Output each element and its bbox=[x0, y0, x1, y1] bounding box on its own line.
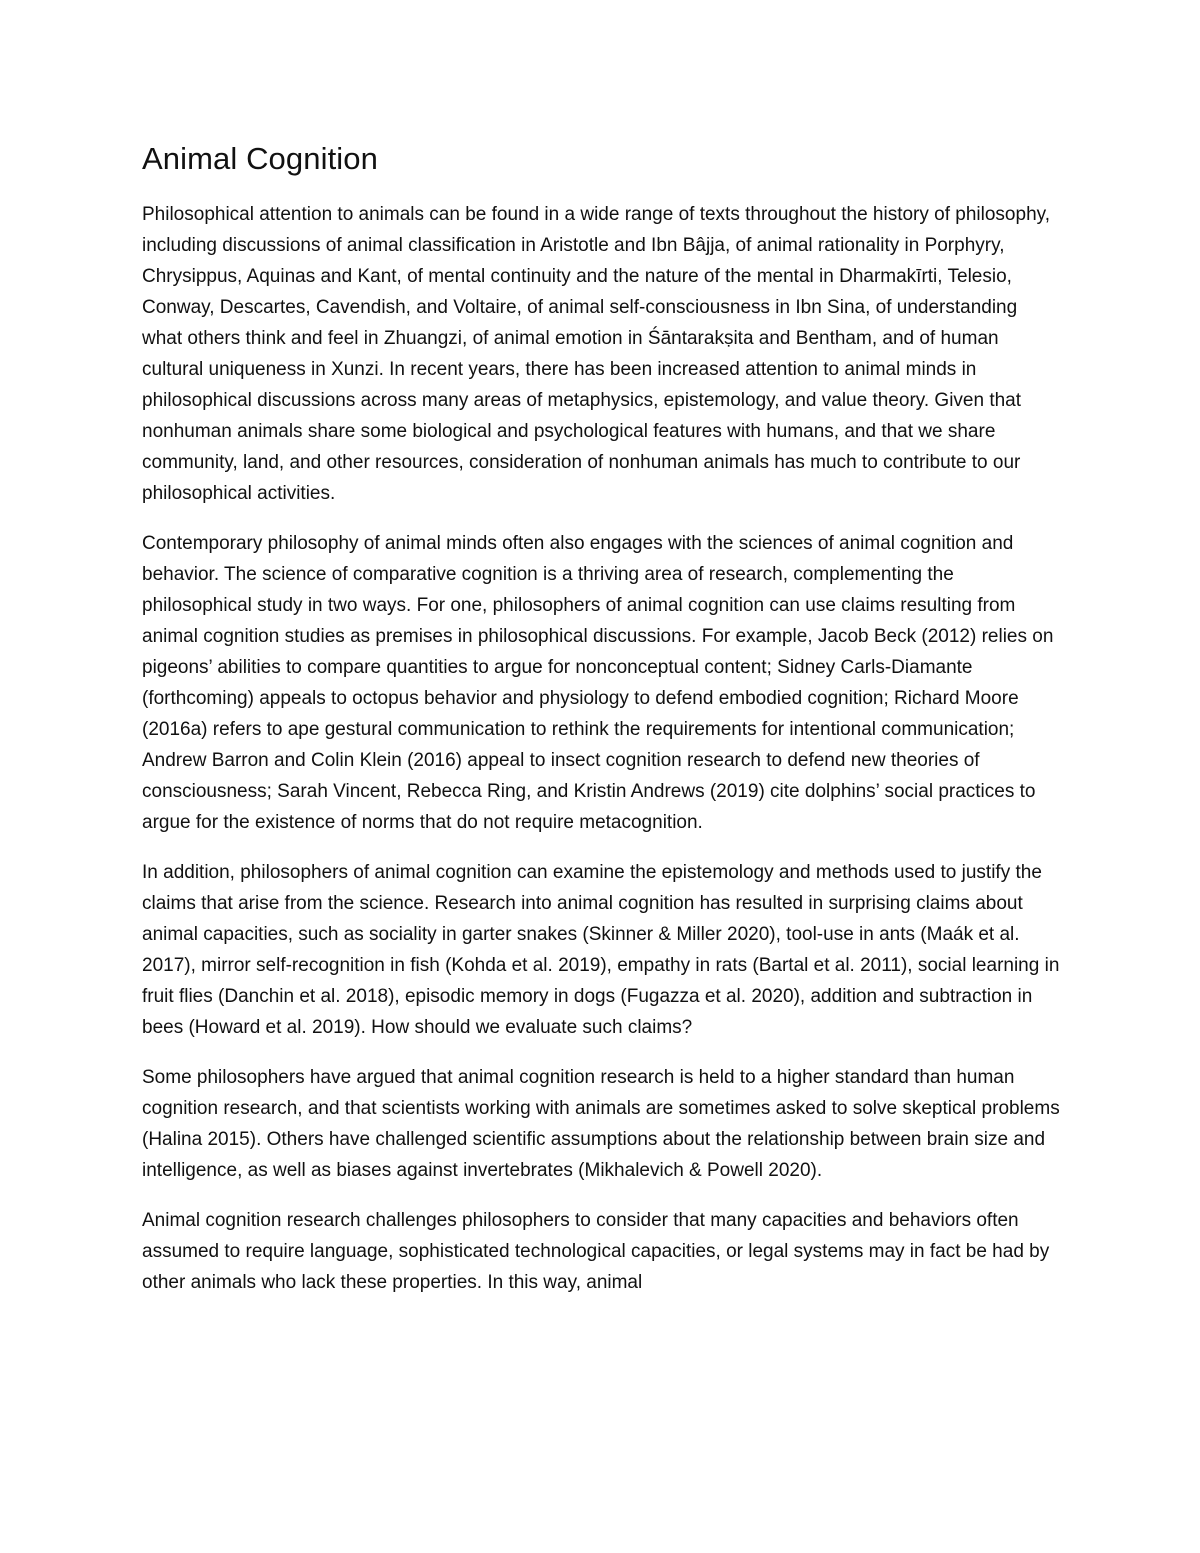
paragraph-1: Philosophical attention to animals can be found in a wide range of texts throughout the history of philosophy, including discussions of animal classification in Aristotle and Ibn Bâjja, of animal rationality in Porphyry, Chrysippus, Aquinas and Kant, of mental continuity and the nature of the mental in Dharmakīrti, Telesio, Conway, Descartes, Cavendish, and Voltaire, of animal self-consciousness in Ibn Sina, of understanding what others think and feel in Zhuangzi, of animal emotion in Śāntarakṣita and Bentham, and of human cultural uniqueness in Xunzi. In recent years, there has been increased attention to animal minds in philosophical discussions across many areas of metaphysics, epistemology, and value theory. Given that nonhuman animals share some biological and psychological features with humans, and that we share community, land, and other resources, consideration of nonhuman animals has much to contribute to our philosophical activities. bbox=[142, 204, 1051, 505]
document-title: Animal Cognition bbox=[142, 141, 378, 176]
paragraph-4: Some philosophers have argued that animal cognition research is held to a higher standard than human cognition research, and that scientists working with animals are sometimes asked to solve skeptical problems (Halina 2015). Others have challenged scientific assumptions about the relationship between brain size and intelligence, as well as biases against invertebrates (Mikhalevich & Powell 2020). bbox=[142, 1067, 1060, 1182]
document-page bbox=[142, 140, 1062, 1317]
paragraph-5: Animal cognition research challenges philosophers to consider that many capacities and behaviors often assumed to require language, sophisticated technological capacities, or legal systems may in fact be had by other animals who lack these properties. In this way, animal bbox=[142, 1210, 1050, 1294]
paragraph-3: In addition, philosophers of animal cognition can examine the epistemology and methods used to justify the claims that arise from the science. Research into animal cognition has resulted in surprising claims about animal capacities, such as sociality in garter snakes (Skinner & Miller 2020), tool-use in ants (Maák et al. 2017), mirror self-recognition in fish (Kohda et al. 2019), empathy in rats (Bartal et al. 2011), social learning in fruit flies (Danchin et al. 2018), episodic memory in dogs (Fugazza et al. 2020), addition and subtraction in bees (Howard et al. 2019). How should we evaluate such claims? bbox=[142, 862, 1060, 1039]
paragraph-2: Contemporary philosophy of animal minds often also engages with the sciences of animal cognition and behavior. The science of comparative cognition is a thriving area of research, complementing the philosophical study in two ways. For one, philosophers of animal cognition can use claims resulting from animal cognition studies as premises in philosophical discussions. For example, Jacob Beck (2012) relies on pigeons’ abilities to compare quantities to argue for nonconceptual content; Sidney Carls-Diamante (forthcoming) appeals to octopus behavior and physiology to defend embodied cognition; Richard Moore (2016a) refers to ape gestural communication to rethink the requirements for intentional communication; Andrew Barron and Colin Klein (2016) appeal to insect cognition research to defend new theories of consciousness; Sarah Vincent, Rebecca Ring, and Kristin Andrews (2019) cite dolphins’ social practices to argue for the existence of norms that do not require metacognition. bbox=[142, 533, 1054, 834]
